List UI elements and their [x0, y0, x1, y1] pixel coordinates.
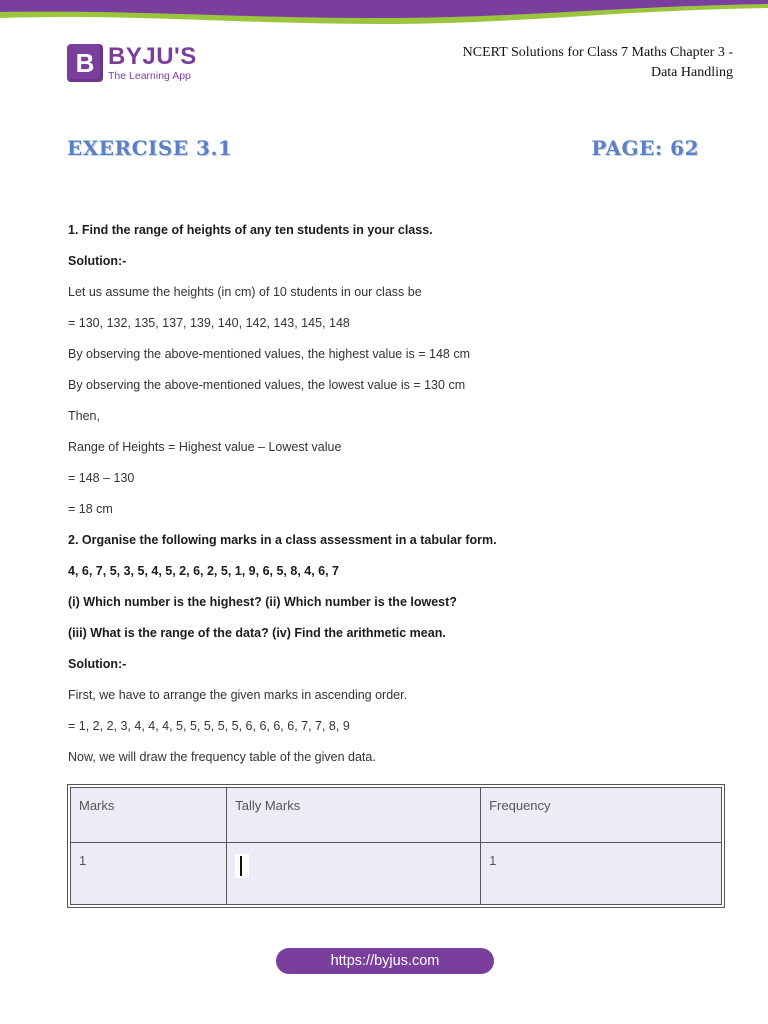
brand-tagline: The Learning App	[108, 69, 191, 82]
solution-body	[68, 220, 728, 778]
tally-cell	[227, 843, 481, 905]
logo-icon: B	[67, 44, 103, 82]
brand-name: BYJU'S	[108, 42, 197, 70]
website-url: https://byjus.com	[330, 953, 440, 969]
document-title-line1: NCERT Solutions for Class 7 Maths Chapter 3 -	[462, 45, 733, 60]
question-text: (i) Which number is the highest? (ii) Which number is the lowest?	[68, 595, 457, 609]
question-text: Solution:-	[68, 657, 127, 671]
question-text: 1. Find the range of heights of any ten students in your class.	[68, 223, 433, 237]
document-title	[373, 43, 733, 83]
table-header-row	[71, 788, 722, 843]
document-title-line2: Data Handling	[650, 65, 733, 80]
header-band	[0, 0, 768, 26]
solution-text: = 18 cm	[68, 502, 113, 516]
brand-logo[interactable]	[67, 44, 197, 82]
table-header-cell: Tally Marks	[227, 788, 481, 843]
solution-text: First, we have to arrange the given marks in ascending order.	[68, 688, 408, 702]
table-header-cell: Marks	[71, 788, 227, 843]
solution-text: Then,	[68, 409, 100, 423]
solution-text: Now, we will draw the frequency table of the given data.	[68, 750, 376, 764]
solution-text: = 130, 132, 135, 137, 139, 140, 142, 143, 145, 148	[68, 316, 350, 330]
solution-text: Range of Heights = Highest value – Lowest value	[68, 440, 342, 454]
exercise-heading	[67, 136, 699, 160]
solution-text: = 148 – 130	[68, 471, 135, 485]
question-text: (iii) What is the range of the data? (iv) Find the arithmetic mean.	[68, 626, 446, 640]
question-text: 4, 6, 7, 5, 3, 5, 4, 5, 2, 6, 2, 5, 1, 9, 6, 5, 8, 4, 6, 7	[68, 564, 340, 578]
solution-text: By observing the above-mentioned values, the lowest value is = 130 cm	[68, 378, 466, 392]
frequency-table	[67, 784, 725, 908]
question-text: Solution:-	[68, 254, 127, 268]
solution-text: By observing the above-mentioned values, the highest value is = 148 cm	[68, 347, 470, 361]
frequency-cell: 1	[481, 843, 722, 905]
question-text: 2. Organise the following marks in a class assessment in a tabular form.	[68, 533, 497, 547]
solution-text: = 1, 2, 2, 3, 4, 4, 4, 5, 5, 5, 5, 5, 6, 6, 6, 6, 7, 7, 8, 9	[68, 719, 350, 733]
table-header-cell: Frequency	[481, 788, 722, 843]
marks-cell: 1	[71, 843, 227, 905]
exercise-label: EXERCISE 3.1	[67, 136, 233, 160]
table-row	[71, 843, 722, 905]
website-link[interactable]	[276, 948, 494, 974]
page-number: PAGE: 62	[591, 136, 699, 160]
solution-text: Let us assume the heights (in cm) of 10 students in our class be	[68, 285, 422, 299]
tally-mark-icon	[235, 854, 249, 878]
